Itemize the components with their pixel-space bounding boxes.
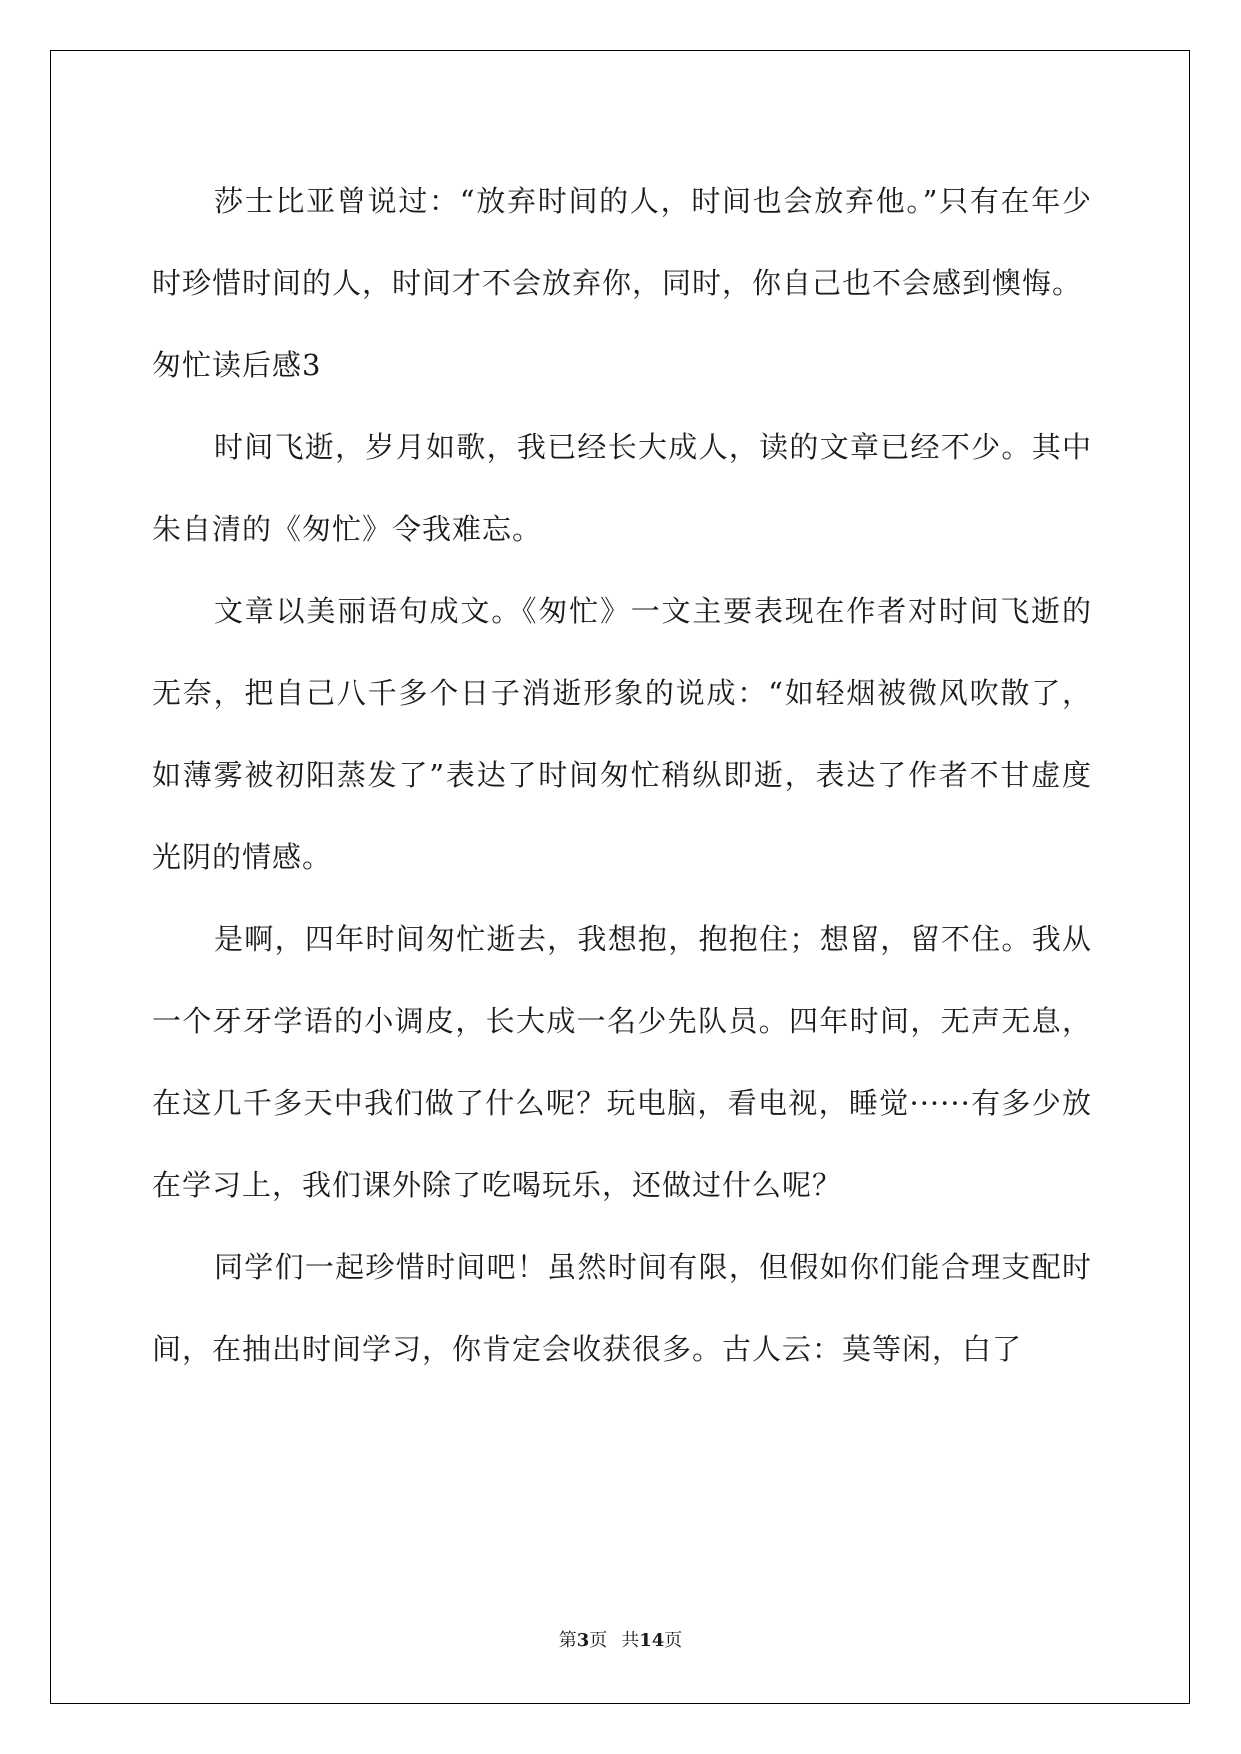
- paragraph-5: 同学们一起珍惜时间吧！虽然时间有限，但假如你们能合理支配时间，在抽出时间学习，你肯定会收获很多。古人云：莫等闲，白了: [152, 1250, 1092, 1366]
- footer-page-suffix: 页: [589, 1630, 608, 1651]
- footer-total-suffix: 页: [664, 1630, 683, 1651]
- document-body: [152, 160, 1092, 1390]
- current-page-number: 3: [576, 1630, 590, 1651]
- section-heading: 匆忙读后感3: [152, 348, 322, 382]
- paragraph-4: 是啊，四年时间匆忙逝去，我想抱，抱抱住；想留，留不住。我从一个牙牙学语的小调皮，长大成一名少先队员。四年时间，无声无息，在这几千多天中我们做了什么呢？玩电脑，看电视，睡觉······有多少放在学习上，我们课外除了吃喝玩乐，还做过什么呢？: [152, 922, 1092, 1202]
- paragraph-2: 时间飞逝，岁月如歌，我已经长大成人，读的文章已经不少。其中朱自清的《匆忙》令我难忘。: [152, 430, 1092, 546]
- total-pages-number: 14: [639, 1630, 665, 1651]
- page-footer: [0, 1629, 1241, 1653]
- footer-total-prefix: 共: [621, 1630, 640, 1651]
- paragraph-3: 文章以美丽语句成文。《匆忙》一文主要表现在作者对时间飞逝的无奈，把自己八千多个日子消逝形象的说成：“如轻烟被微风吹散了，如薄雾被初阳蒸发了”表达了时间匆忙稍纵即逝，表达了作者不甘虚度光阴的情感。: [152, 594, 1092, 874]
- paragraph-1: 莎士比亚曾说过：“放弃时间的人，时间也会放弃他。”只有在年少时珍惜时间的人，时间才不会放弃你，同时，你自己也不会感到懊悔。: [152, 184, 1092, 300]
- footer-prefix: 第: [558, 1630, 577, 1651]
